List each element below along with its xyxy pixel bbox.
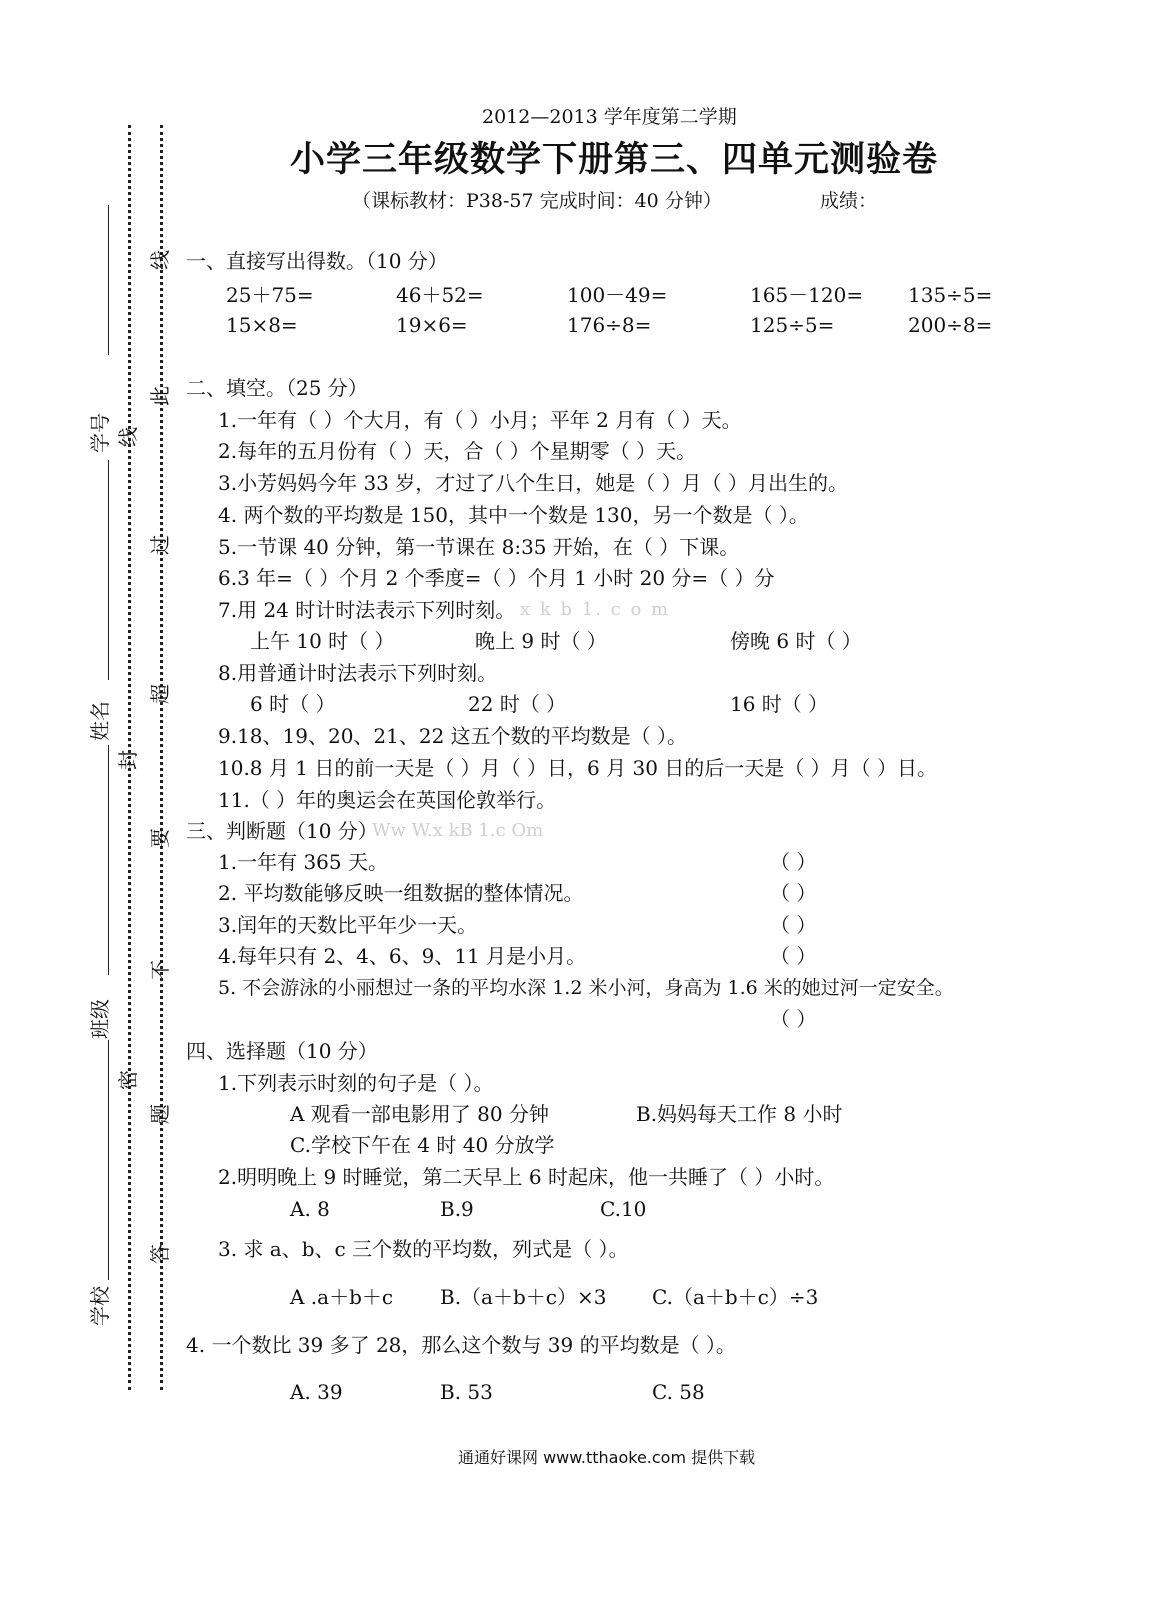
choice-q1-b: B.妈妈每天工作 8 小时 (636, 1102, 843, 1126)
calc-2-1: 15×8= (226, 313, 298, 337)
binding-char-da: 答 (148, 1244, 172, 1264)
choice-q1: 1.下列表示时刻的句子是（ ）。 (218, 1071, 494, 1095)
watermark-1: x k b 1. c o m (520, 599, 671, 620)
judge-q5-bracket: （ ） (770, 1007, 817, 1031)
fill-q8-item1: 6 时（ ） (250, 692, 336, 716)
binding-underline-3 (108, 745, 109, 975)
fill-q7-item1: 上午 10 时（ ） (250, 629, 395, 653)
score-label: 成绩： (820, 190, 878, 212)
binding-char-bu: 不 (148, 960, 172, 980)
student-number-label: 学号 (88, 413, 112, 453)
fill-q9: 9.18、19、20、21、22 这五个数的平均数是（ ）。 (218, 724, 688, 748)
judge-q2-bracket: （ ） (770, 881, 817, 905)
fill-q7: 7.用 24 时计时法表示下列时刻。 (218, 598, 516, 622)
fill-q1: 1.一年有（ ）个大月，有（ ）小月；平年 2 月有（ ）天。 (218, 408, 742, 432)
calc-1-4: 165－120= (750, 283, 864, 307)
judge-q1: 1.一年有 365 天。 (218, 850, 388, 874)
subtitle: （课标教材：P38-57 完成时间：40 分钟） (352, 190, 722, 212)
binding-char-xian2: 线 (116, 427, 140, 447)
calc-2-2: 19×6= (396, 313, 468, 337)
binding-char-xian1: 线 (148, 250, 172, 270)
binding-underline-1 (108, 205, 109, 355)
choice-q3-c: C.（a＋b＋c）÷3 (652, 1285, 819, 1309)
class-label: 班级 (88, 999, 112, 1039)
fill-q7-item3: 傍晚 6 时（ ） (730, 629, 862, 653)
choice-q2-b: B.9 (440, 1197, 474, 1221)
fill-q8-item2: 22 时（ ） (468, 692, 567, 716)
calc-2-3: 176÷8= (567, 313, 652, 337)
binding-char-chao: 超 (148, 684, 172, 704)
judge-q3-bracket: （ ） (770, 913, 817, 937)
choice-q4: 4. 一个数比 39 多了 28，那么这个数与 39 的平均数是（ ）。 (186, 1333, 736, 1357)
semester-heading: 2012—2013 学年度第二学期 (482, 106, 737, 128)
choice-q1-c: C.学校下午在 4 时 40 分放学 (290, 1133, 555, 1157)
fill-q3: 3.小芳妈妈今年 33 岁，才过了八个生日，她是（ ）月（ ）月出生的。 (218, 471, 848, 495)
fill-q8: 8.用普通计时法表示下列时刻。 (218, 661, 498, 685)
binding-dotted-line-right (160, 125, 163, 1390)
binding-char-ci: 此 (148, 386, 172, 406)
choice-q2-a: A. 8 (290, 1197, 330, 1221)
binding-underline-2 (108, 460, 109, 680)
binding-char-ti: 题 (148, 1104, 172, 1124)
calc-1-5: 135÷5= (908, 283, 993, 307)
calc-1-2: 46＋52= (396, 283, 484, 307)
calc-2-4: 125÷5= (750, 313, 835, 337)
fill-q6: 6.3 年=（ ）个月 2 个季度=（ ）个月 1 小时 20 分=（ ）分 (218, 566, 775, 590)
choice-q4-a: A. 39 (290, 1380, 343, 1404)
judge-q2: 2. 平均数能够反映一组数据的整体情况。 (218, 881, 584, 905)
school-label: 学校 (88, 1286, 112, 1326)
calc-1-3: 100－49= (567, 283, 668, 307)
choice-q4-c: C. 58 (652, 1380, 705, 1404)
fill-q4: 4. 两个数的平均数是 150，其中一个数是 130，另一个数是（ ）。 (218, 503, 809, 527)
fill-q7-item2: 晚上 9 时（ ） (475, 629, 607, 653)
name-label: 姓名 (88, 701, 112, 741)
watermark-2: Ww W.x kB 1.c Om (372, 820, 544, 841)
binding-char-yao: 要 (148, 828, 172, 848)
choice-q2: 2.明明晚上 9 时睡觉，第二天早上 6 时起床，他一共睡了（ ）小时。 (218, 1165, 835, 1189)
section3-title: 三、判断题（10 分） (186, 819, 378, 843)
binding-char-guo: 过 (148, 535, 172, 555)
fill-q2: 2.每年的五月份有（ ）天，合（ ）个星期零（ ）天。 (218, 439, 697, 463)
judge-q1-bracket: （ ） (770, 850, 817, 874)
fill-q5: 5.一节课 40 分钟，第一节课在 8:35 开始，在（ ）下课。 (218, 535, 740, 559)
judge-q3: 3.闰年的天数比平年少一天。 (218, 913, 478, 937)
judge-q5: 5. 不会游泳的小丽想过一条的平均水深 1.2 米小河，身高为 1.6 米的她过河一定安全。 (218, 977, 954, 999)
binding-char-feng: 封 (116, 750, 140, 770)
choice-q1-a: A 观看一部电影用了 80 分钟 (290, 1102, 549, 1126)
judge-q4-bracket: （ ） (770, 944, 817, 968)
binding-underline-4 (108, 1040, 109, 1280)
footer-credit: 通通好课网 www.tthaoke.com 提供下载 (458, 1448, 756, 1467)
fill-q8-item3: 16 时（ ） (730, 692, 829, 716)
choice-q4-b: B. 53 (440, 1380, 493, 1404)
section2-title: 二、填空。（25 分） (186, 376, 368, 400)
choice-q3-b: B.（a＋b＋c）×3 (440, 1285, 607, 1309)
section1-title: 一、直接写出得数。（10 分） (186, 249, 448, 273)
choice-q3: 3. 求 a、b、c 三个数的平均数，列式是（ ）。 (218, 1237, 629, 1261)
choice-q3-a: A .a＋b＋c (290, 1285, 394, 1309)
judge-q4: 4.每年只有 2、4、6、9、11 月是小月。 (218, 944, 587, 968)
section4-title: 四、选择题（10 分） (186, 1039, 378, 1063)
fill-q10: 10.8 月 1 日的前一天是（ ）月（ ）日，6 月 30 日的后一天是（ ）月（ ）日。 (218, 756, 938, 780)
fill-q11: 11.（ ）年的奥运会在英国伦敦举行。 (218, 788, 557, 812)
calc-2-5: 200÷8= (908, 313, 993, 337)
choice-q2-c: C.10 (600, 1197, 647, 1221)
binding-char-mi: 密 (116, 1070, 140, 1090)
page-title: 小学三年级数学下册第三、四单元测验卷 (290, 140, 939, 180)
calc-1-1: 25＋75= (226, 283, 314, 307)
